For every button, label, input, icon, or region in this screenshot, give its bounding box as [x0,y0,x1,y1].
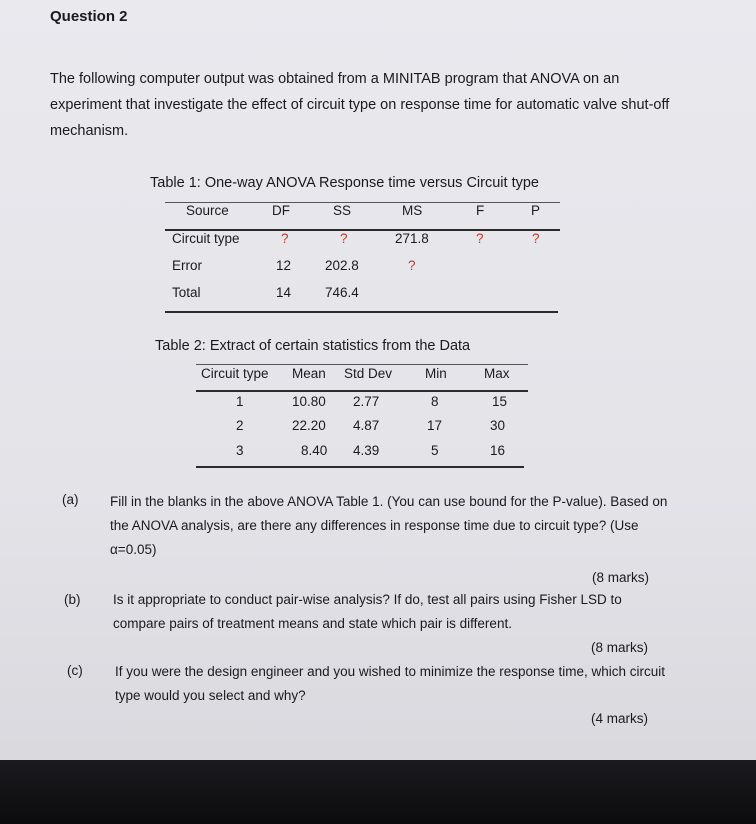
question-title: Question 2 [50,8,128,25]
table2-header-mean: Mean [292,366,326,381]
table1-cell-blank: ? [340,231,348,246]
table2-cell: 22.20 [292,418,326,433]
part-b-text: Is it appropriate to conduct pair-wise analysis? If do, test all pairs using Fisher LSD to compare pairs of treatment means and state which pair is different. [113,592,622,631]
part-c-marks: (4 marks) [591,711,648,726]
table1-cell-blank: ? [532,231,540,246]
table2-cell: 16 [490,443,506,458]
table2-cell: 1 [236,394,244,409]
part-c-label: (c) [67,663,83,678]
table2-cell: 8.40 [301,443,328,458]
table2-cell: 2 [236,418,244,433]
table1-cell: 746.4 [325,285,359,300]
table2-header-rule [196,390,528,392]
table1-cell: Error [172,258,202,273]
table2-cell: 30 [490,418,506,433]
table2-top-rule [196,364,528,365]
table2-bottom-rule [196,466,524,468]
table1-cell: 14 [276,285,292,300]
table1-bottom-rule [165,311,558,313]
table1-header-ms: MS [402,203,423,218]
table2-header-std-dev: Std Dev [344,366,393,381]
intro-paragraph: The following computer output was obtained from a MINITAB program that ANOVA on an experiment that investigate the effect of circuit type on response time for automatic valve shut-off mechanism. [50,71,670,139]
table2-cell: 15 [492,394,508,409]
table1-cell: 202.8 [325,258,359,273]
table1-header-df: DF [272,203,290,218]
part-b-label: (b) [64,592,81,607]
table1-header-p: P [531,203,541,218]
part-a-text: Fill in the blanks in the above ANOVA Table 1. (You can use bound for the P-value). Based on the ANOVA analysis, are there any differences in response time due to circuit type? (Use α=0.05) [110,494,668,557]
table2-cell: 5 [431,443,439,458]
table1-cell: 12 [276,258,292,273]
part-c-text: If you were the design engineer and you wished to minimize the response time, which circuit type would you select and why? [115,664,666,703]
table1-cell-blank: ? [408,258,416,273]
table2-cell: 4.39 [353,443,380,458]
table1-header-f: F [476,203,485,218]
table1-cell: 271.8 [395,231,429,246]
part-a-label: (a) [62,492,79,507]
table2-cell: 3 [236,443,244,458]
table1-caption: Table 1: One-way ANOVA Response time versus Circuit type [150,175,539,191]
table2-header-min: Min [425,366,447,381]
table1-header-source: Source [186,203,229,218]
table2-header-circuit-type: Circuit type [201,366,269,381]
table1-cell: Total [172,285,201,300]
monitor-bezel [0,760,756,824]
part-a-marks: (8 marks) [592,570,649,585]
table2-cell: 4.87 [353,418,380,433]
table2-header-max: Max [484,366,510,381]
table1-header-ss: SS [333,203,352,218]
part-b-marks: (8 marks) [591,640,648,655]
table2-cell: 8 [431,394,439,409]
table1-cell: Circuit type [172,231,240,246]
table1-cell-blank: ? [281,231,289,246]
table2-caption: Table 2: Extract of certain statistics from the Data [155,338,471,354]
table1-cell-blank: ? [476,231,484,246]
table2-cell: 2.77 [353,394,380,409]
table2-cell: 10.80 [292,394,326,409]
table2-cell: 17 [427,418,443,433]
